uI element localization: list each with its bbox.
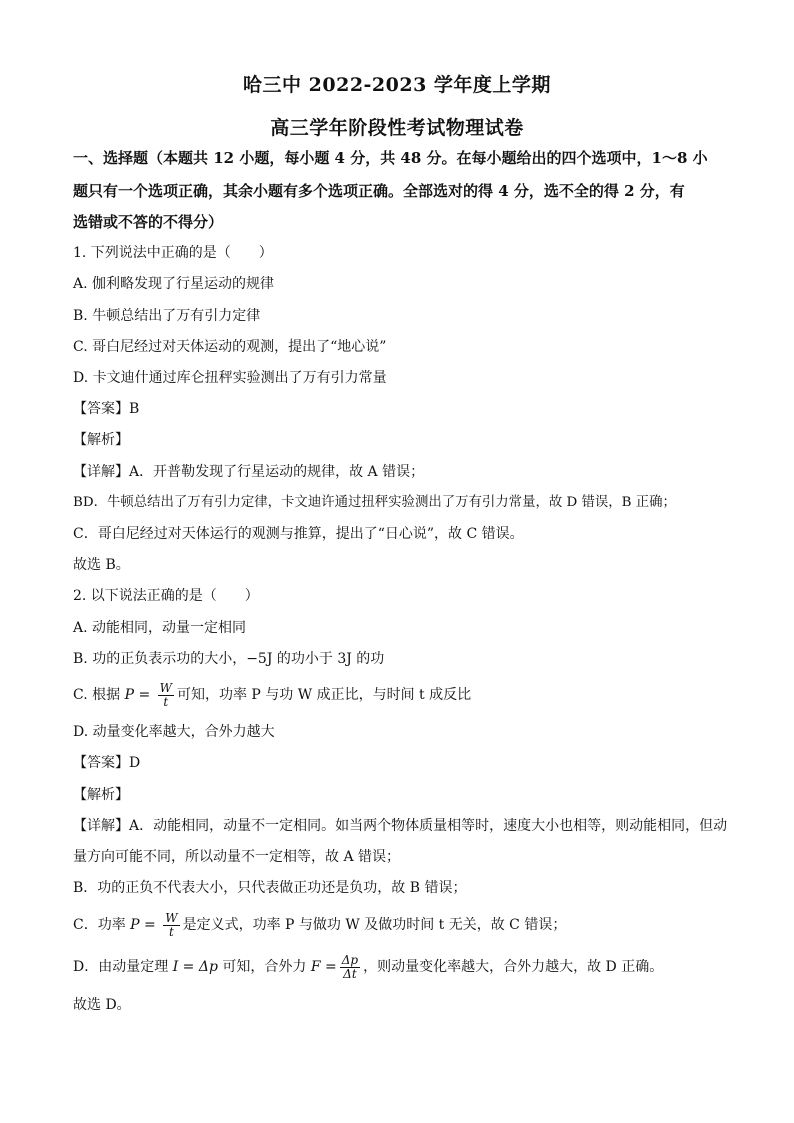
q2-detail-b: B．功的正负不代表大小，只代表做正功还是负功，故 B 错误； [73,880,467,896]
exam-title-line2: 高三学年阶段性考试物理试卷 [270,117,524,139]
q2-option-c: C. 根据 P = $\frac{W}{t}$ 可知，功率 P 与功 W 成正比，与时间 t 成反比 [73,680,472,709]
formula-impulse: I = Δp [172,959,218,975]
q1-answer: 【答案】B [73,401,140,417]
q1-detail-2: BD．牛顿总结出了万有引力定律，卡文迪许通过扭秤实验测出了万有引力常量，故 D 错误，B 正确； [73,495,676,510]
q2-conclusion: 故选 D。 [73,997,131,1013]
q1-stem: 1. 下列说法中正确的是（ ） [73,245,273,261]
q1-detail-1: 【详解】A．开普勒发现了行星运动的规律，故 A 错误； [73,464,425,480]
section-instructions-line1: 一、选择题（本题共 12 小题，每小题 4 分，共 48 分。在每小题给出的四个选项中，1～8 小 [73,149,708,167]
q1-detail-3: C．哥白尼经过对天体运行的观测与推算，提出了“日心说”，故 C 错误。 [73,526,524,542]
fraction-w-over-t-detail: $\frac{W}{t}$ [165,910,178,939]
q2-stem: 2. 以下说法正确的是（ ） [73,588,259,604]
q2-answer: 【答案】D [73,755,141,771]
q1-conclusion: 故选 B。 [73,557,130,573]
q2-analysis-label: 【解析】 [73,787,129,803]
q2-option-b: B. 功的正负表示功的大小，−5J 的功小于 3J 的功 [73,651,385,667]
q1-option-d: D. 卡文迪什通过库仑扭秤实验测出了万有引力常量 [73,370,387,386]
q1-analysis-label: 【解析】 [73,432,129,448]
fraction-w-over-t: $\frac{W}{t}$ [159,680,172,709]
section-instructions-line2: 题只有一个选项正确，其余小题有多个选项正确。全部选对的得 4 分，选不全的得 2 分，有 [73,182,685,200]
q2-option-a: A. 动能相同，动量一定相同 [73,620,247,636]
q1-option-b: B. 牛顿总结出了万有引力定律 [73,308,261,324]
q2-detail-a-line2: 量方向可能不同，所以动量不一定相等，故 A 错误； [73,849,401,865]
q2-detail-c: C．功率 P = $\frac{W}{t}$ 是定义式，功率 P 与做功 W 及做功时间 t 无关，故 C 错误； [73,910,567,939]
q1-option-c: C. 哥白尼经过对天体运动的观测，提出了“地心说” [73,339,387,355]
q1-option-a: A. 伽利略发现了行星运动的规律 [73,276,275,292]
q2-detail-d: D．由动量定理 I = Δp 可知，合外力 F = $\frac{\Delta p}{\Delta t}$ ，则动量变化率越大，合外力越大，故 D 正确。 [73,952,664,981]
q2-detail-a-line1: 【详解】A．动能相同，动量不一定相同。如当两个物体质量相等时，速度大小也相等，则动能相同，但动 [73,818,728,834]
formula-power: P [124,687,134,703]
section-instructions-line3: 选错或不答的不得分） [73,213,224,231]
q2-option-d: D. 动量变化率越大，合外力越大 [73,724,275,740]
fraction-dp-over-dt: $\frac{\Delta p}{\Delta t}$ [341,952,359,981]
exam-title-line1: 哈三中 2022-2023 学年度上学期 [243,74,551,96]
